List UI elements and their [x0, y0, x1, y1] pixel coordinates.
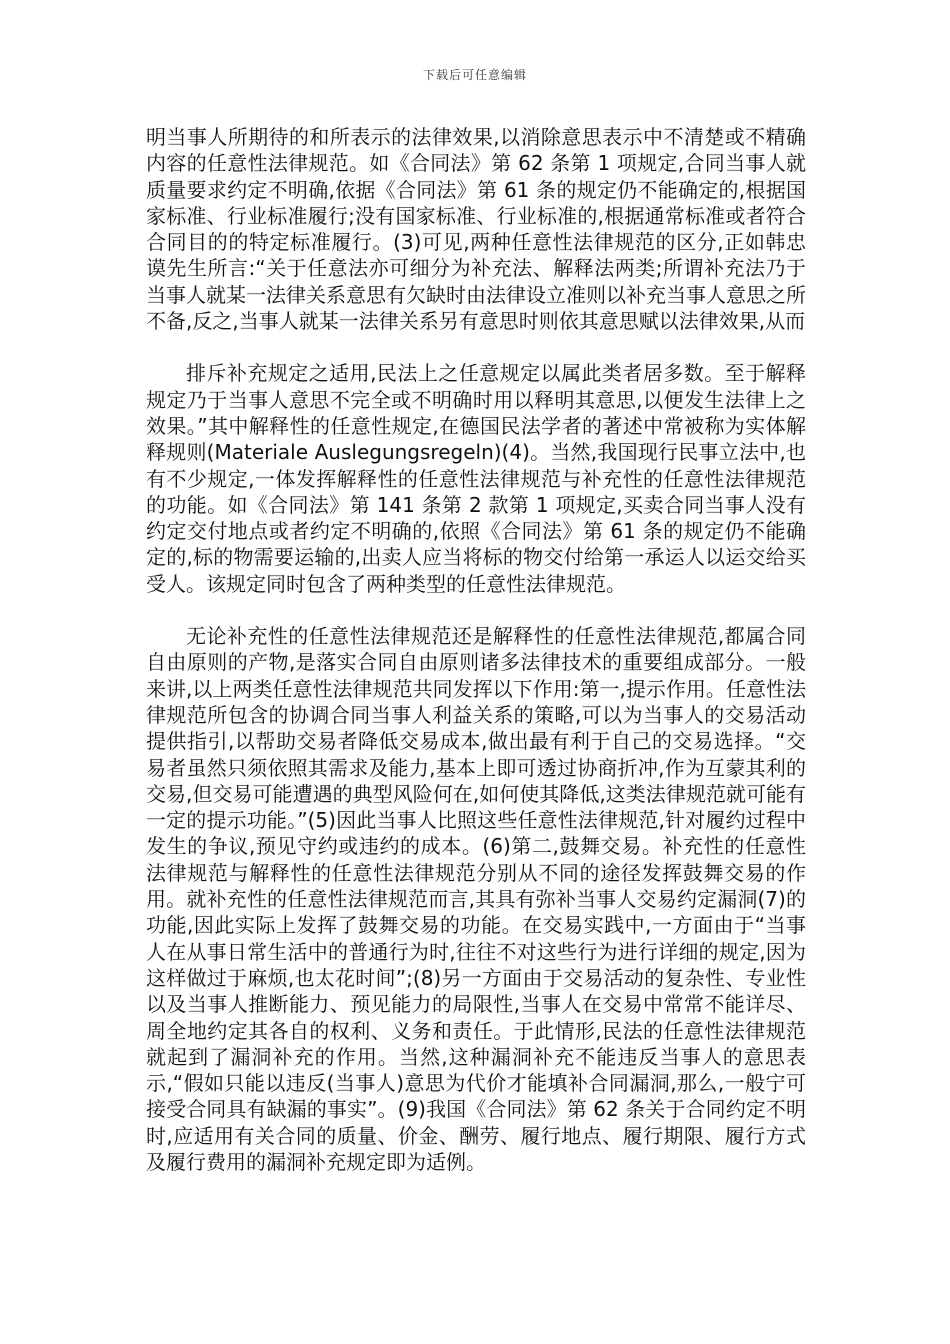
- page-header: 下载后可任意编辑: [422, 68, 527, 82]
- document-body: [146, 124, 806, 1175]
- paragraph-3: 无论补充性的任意性法律规范还是解释性的任意性法律规范,都属合同自由原则的产物,是落实合同自由原则诸多法律技术的重要组成部分。一般来讲,以上两类任意性法律规范共同发挥以下作用:第一,提示作用。任意性法律规范所包含的协调合同当事人利益关系的策略,可以为当事人的交易活动提供指引,以帮助交易者降低交易成本,做出最有利于自己的交易选择。“交易者虽然只须依照其需求及能力,基本上即可透过协商折冲,作为互蒙其利的交易,但交易可能遭遇的典型风险何在,如何使其降低,这类法律规范就可能有一定的提示功能。”(5)因此当事人比照这些任意性法律规范,针对履约过程中发生的争议,预见守约或违约的成本。(6)第二,鼓舞交易。补充性的任意性法律规范与解释性的任意性法律规范分别从不同的途径发挥鼓舞交易的作用。就补充性的任意性法律规范而言,其具有弥补当事人交易约定漏洞(7)的功能,因此实际上发挥了鼓舞交易的功能。在交易实践中,一方面由于“当事人在从事日常生活中的普通行为时,往往不对这些行为进行详细的规定,因为这样做过于麻烦,也太花时间”;(8)另一方面由于交易活动的复杂性、专业性以及当事人推断能力、预见能力的局限性,当事人在交易中常常不能详尽、周全地约定其各自的权利、义务和责任。于此情形,民法的任意性法律规范就起到了漏洞补充的作用。当然,这种漏洞补充不能违反当事人的意思表示,“假如只能以违反(当事人)意思为代价才能填补合同漏洞,那么,一般宁可接受合同具有缺漏的事实”。(9)我国《合同法》第 62 条关于合同约定不明时,应适用有关合同的质量、价金、酬劳、履行地点、履行期限、履行方式及履行费用的漏洞补充规定即为适例。: [146, 624, 806, 1174]
- paragraph-2: 排斥补充规定之适用,民法上之任意规定以属此类者居多数。至于解释规定乃于当事人意思不完全或不明确时用以释明其意思,以便发生法律上之效果。”其中解释性的任意性规定,在德国民法学者的著述中常被称为实体解释规则(Materiale Auslegungsregeln)(4)。当然,我国现行民事立法中,也有不少规定,一体发挥解释性的任意性法律规范与补充性的任意性法律规范的功能。如《合同法》第 141 条第 2 款第 1 项规定,买卖合同当事人没有约定交付地点或者约定不明确的,依照《合同法》第 61 条的规定仍不能确定的,标的物需要运输的,出卖人应当将标的物交付给第一承运人以运交给买受人。该规定同时包含了两种类型的任意性法律规范。: [146, 361, 806, 596]
- paragraph-1: 明当事人所期待的和所表示的法律效果,以消除意思表示中不清楚或不精确内容的任意性法律规范。如《合同法》第 62 条第 1 项规定,合同当事人就质量要求约定不明确,依据《合同法》第 61 条的规定仍不能确定的,根据国家标准、行业标准履行;没有国家标准、行业标准的,根据通常标准或者符合合同目的的特定标准履行。(3)可见,两种任意性法律规范的区分,正如韩忠谟先生所言:“关于任意法亦可细分为补充法、解释法两类;所谓补充法乃于当事人就某一法律关系意思有欠缺时由法律设立准则以补充当事人意思之所不备,反之,当事人就某一法律关系另有意思时则依其意思赋以法律效果,从而: [146, 125, 806, 334]
